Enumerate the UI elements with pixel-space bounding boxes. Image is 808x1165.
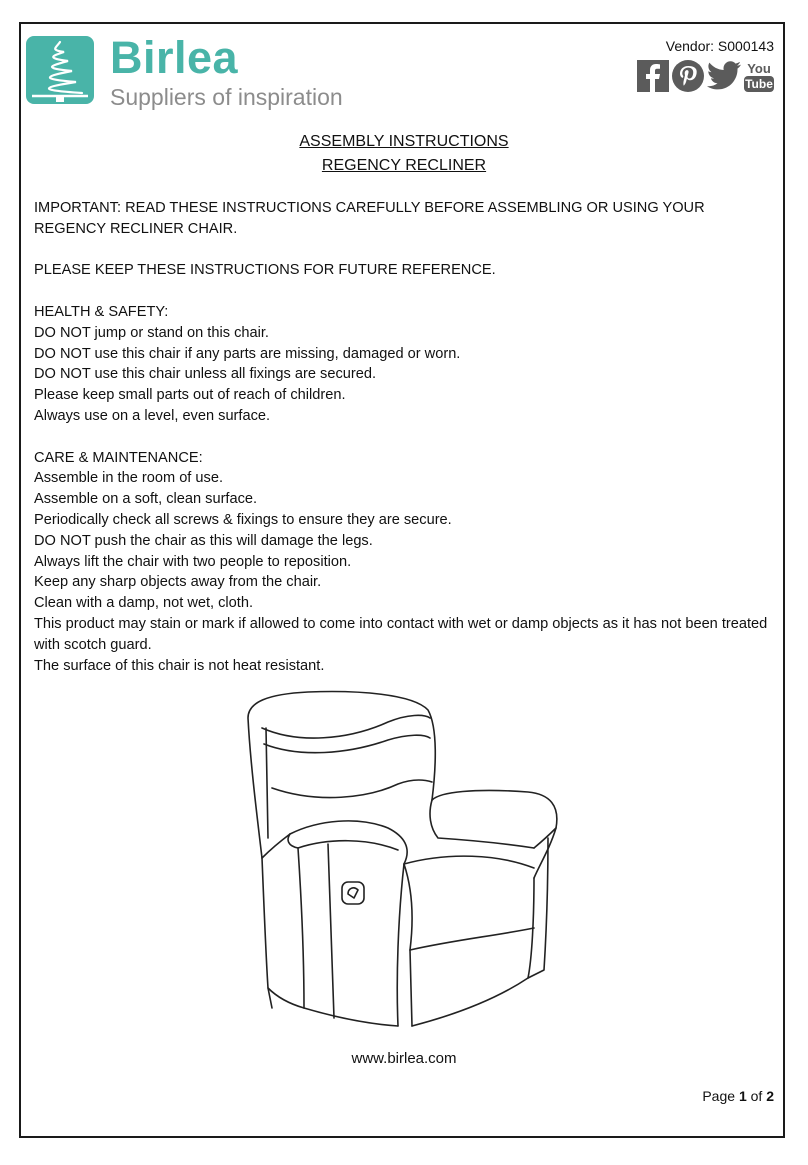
- health-item: DO NOT use this chair unless all fixings are secured.: [34, 366, 377, 383]
- youtube-icon[interactable]: [744, 60, 774, 97]
- health-item: Always use on a level, even surface.: [34, 407, 271, 424]
- title-line-2: REGENCY RECLINER: [321, 157, 487, 174]
- page-current: 1: [738, 1088, 747, 1104]
- care-item: Keep any sharp objects away from the chair.: [34, 574, 322, 591]
- svg-text:You: You: [747, 61, 771, 76]
- health-item: DO NOT use this chair if any parts are missing, damaged or worn.: [34, 345, 461, 362]
- brand-tagline: Suppliers of inspiration: [110, 84, 343, 110]
- page-of: of: [750, 1088, 763, 1104]
- care-item: DO NOT push the chair as this will damage the legs.: [34, 532, 373, 549]
- care-item: Assemble in the room of use.: [34, 470, 223, 487]
- page-prefix: Page: [702, 1088, 736, 1104]
- health-item: Please keep small parts out of reach of children.: [34, 387, 346, 404]
- instructions-body: [34, 198, 774, 676]
- health-safety-heading: HEALTH & SAFETY:: [34, 303, 169, 320]
- brand-name: Birlea: [110, 32, 239, 83]
- care-maintenance-heading: CARE & MAINTENANCE:: [34, 449, 203, 466]
- tree-logo-icon: [26, 36, 94, 104]
- website-link[interactable]: www.birlea.com: [351, 1050, 457, 1067]
- brand-logo[interactable]: [26, 32, 346, 112]
- page-number: [702, 1088, 774, 1104]
- recliner-chair-illustration: [228, 688, 578, 1032]
- svg-text:Tube: Tube: [745, 77, 773, 91]
- page-total: 2: [766, 1088, 774, 1104]
- care-item: This product may stain or mark if allowed to come into contact with wet or damp objects as it has not been treated with scotch guard.: [34, 615, 768, 653]
- care-item: Always lift the chair with two people to reposition.: [34, 553, 352, 570]
- title-line-1: ASSEMBLY INSTRUCTIONS: [299, 133, 509, 150]
- pinterest-icon[interactable]: [672, 60, 704, 97]
- important-notice: IMPORTANT: READ THESE INSTRUCTIONS CAREFULLY BEFORE ASSEMBLING OR USING YOUR REGENCY RECLINER CHAIR.: [34, 200, 705, 237]
- twitter-icon[interactable]: [707, 61, 741, 96]
- vendor-code: Vendor: S000143: [665, 38, 774, 54]
- health-item: DO NOT jump or stand on this chair.: [34, 324, 269, 341]
- care-item: Clean with a damp, not wet, cloth.: [34, 595, 254, 612]
- care-item: Assemble on a soft, clean surface.: [34, 491, 258, 508]
- social-links: [637, 60, 774, 97]
- care-item: The surface of this chair is not heat resistant.: [34, 657, 325, 674]
- document-title: [0, 130, 808, 178]
- facebook-icon[interactable]: [637, 60, 669, 97]
- care-item: Periodically check all screws & fixings to ensure they are secure.: [34, 511, 452, 528]
- keep-notice: PLEASE KEEP THESE INSTRUCTIONS FOR FUTURE REFERENCE.: [34, 262, 496, 279]
